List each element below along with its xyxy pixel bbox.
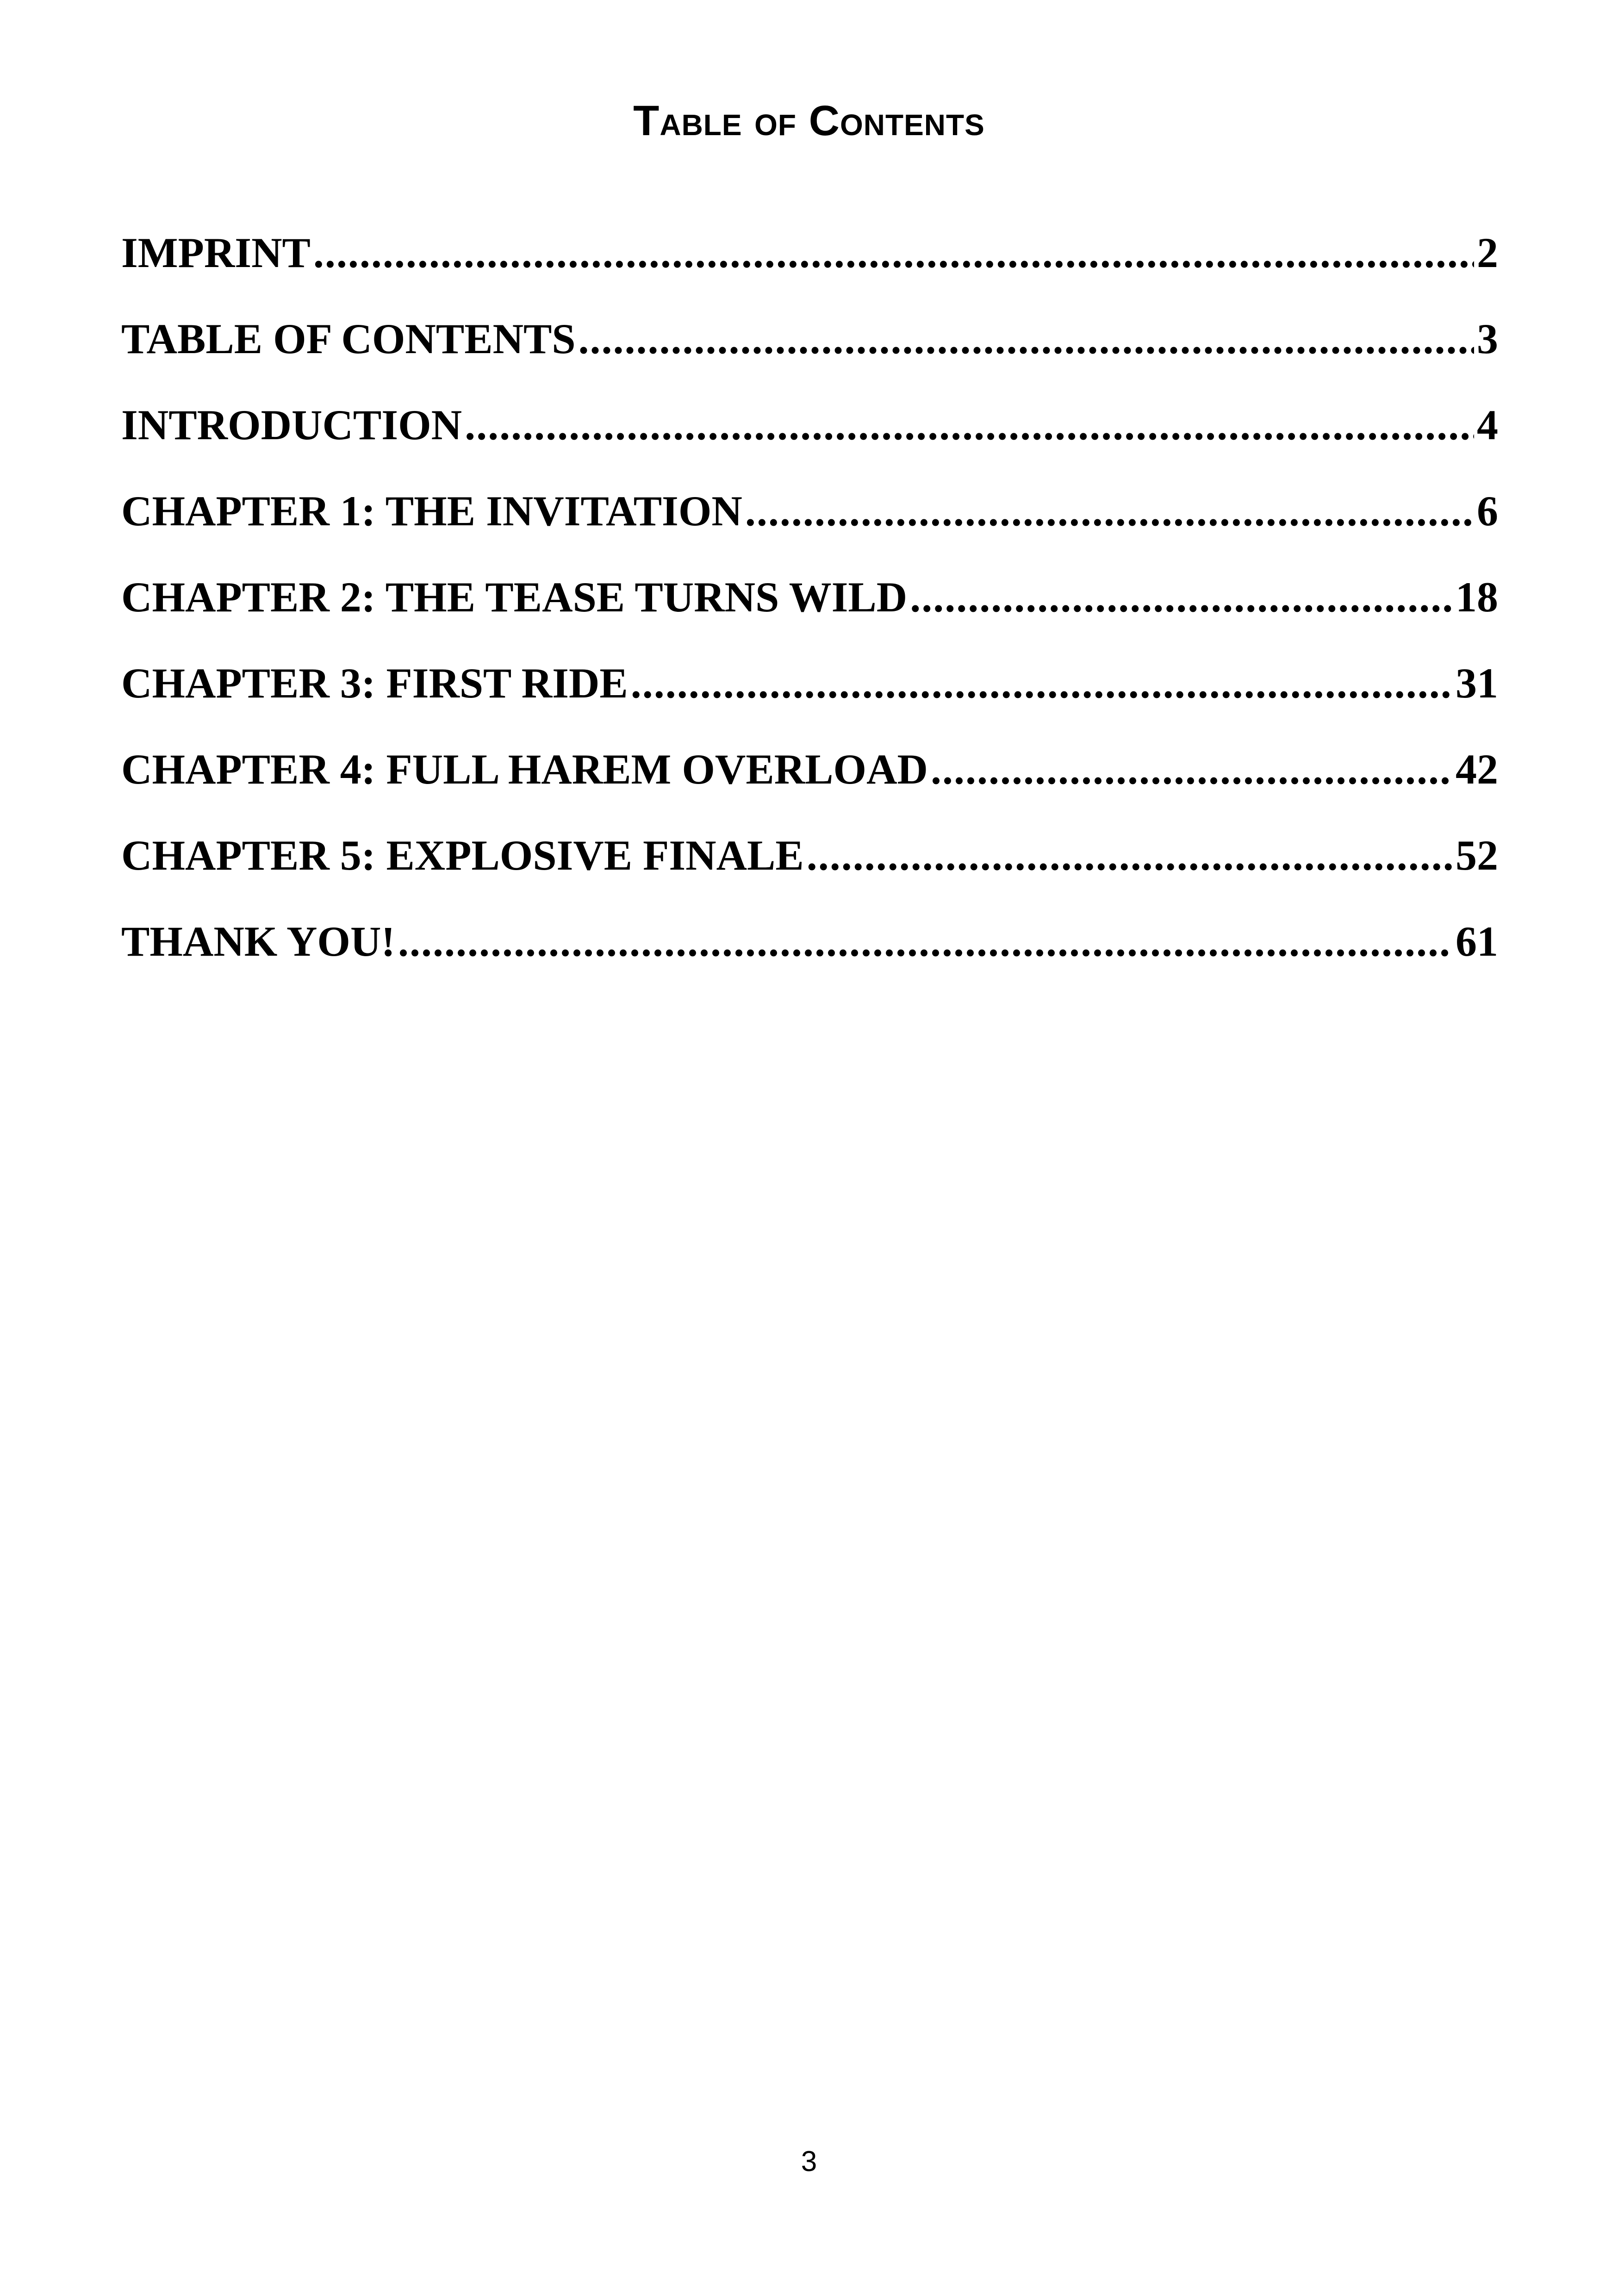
- toc-entry-title: CHAPTER 3: FIRST RIDE: [121, 660, 628, 707]
- toc-entry-title: THANK YOU!: [121, 918, 396, 965]
- toc-entry-title: INTRODUCTION: [121, 401, 462, 448]
- toc-entry-page: 4: [1477, 401, 1498, 448]
- toc-entry-chapter-5[interactable]: [121, 834, 1498, 920]
- toc-list: [121, 231, 1498, 1006]
- toc-entry-page: 42: [1456, 746, 1498, 793]
- toc-entry-chapter-4[interactable]: [121, 748, 1498, 834]
- dot-leader: [807, 834, 1453, 877]
- dot-leader: [631, 662, 1453, 704]
- dot-leader: [910, 576, 1453, 618]
- page-title: Table of Contents: [633, 97, 985, 144]
- toc-entry-page: 3: [1477, 315, 1498, 362]
- toc-entry-title: CHAPTER 5: EXPLOSIVE FINALE: [121, 832, 804, 879]
- toc-entry-title: IMPRINT: [121, 229, 311, 276]
- toc-entry-page: 6: [1477, 487, 1498, 535]
- toc-entry-chapter-3[interactable]: [121, 662, 1498, 748]
- toc-entry-imprint[interactable]: [121, 231, 1498, 317]
- dot-leader: [398, 920, 1453, 963]
- dot-leader: [579, 317, 1474, 360]
- page-number: 3: [801, 2146, 817, 2178]
- dot-leader: [313, 231, 1474, 274]
- toc-entry-table-of-contents[interactable]: [121, 317, 1498, 404]
- toc-entry-thank-you[interactable]: [121, 920, 1498, 1006]
- toc-entry-title: TABLE OF CONTENTS: [121, 315, 576, 362]
- toc-entry-page: 61: [1456, 918, 1498, 965]
- dot-leader: [745, 490, 1474, 532]
- dot-leader: [465, 404, 1474, 446]
- toc-entry-page: 18: [1456, 573, 1498, 621]
- toc-entry-chapter-1[interactable]: [121, 487, 1498, 576]
- toc-entry-title: CHAPTER 2: THE TEASE TURNS WILD: [121, 573, 908, 621]
- toc-entry-chapter-2[interactable]: [121, 573, 1498, 662]
- toc-entry-page: 2: [1477, 229, 1498, 276]
- toc-entry-page: 52: [1456, 832, 1498, 879]
- toc-entry-introduction[interactable]: [121, 401, 1498, 490]
- toc-entry-page: 31: [1456, 660, 1498, 707]
- dot-leader: [931, 748, 1453, 790]
- toc-entry-title: CHAPTER 4: FULL HAREM OVERLOAD: [121, 746, 928, 793]
- toc-entry-title: CHAPTER 1: THE INVITATION: [121, 487, 742, 535]
